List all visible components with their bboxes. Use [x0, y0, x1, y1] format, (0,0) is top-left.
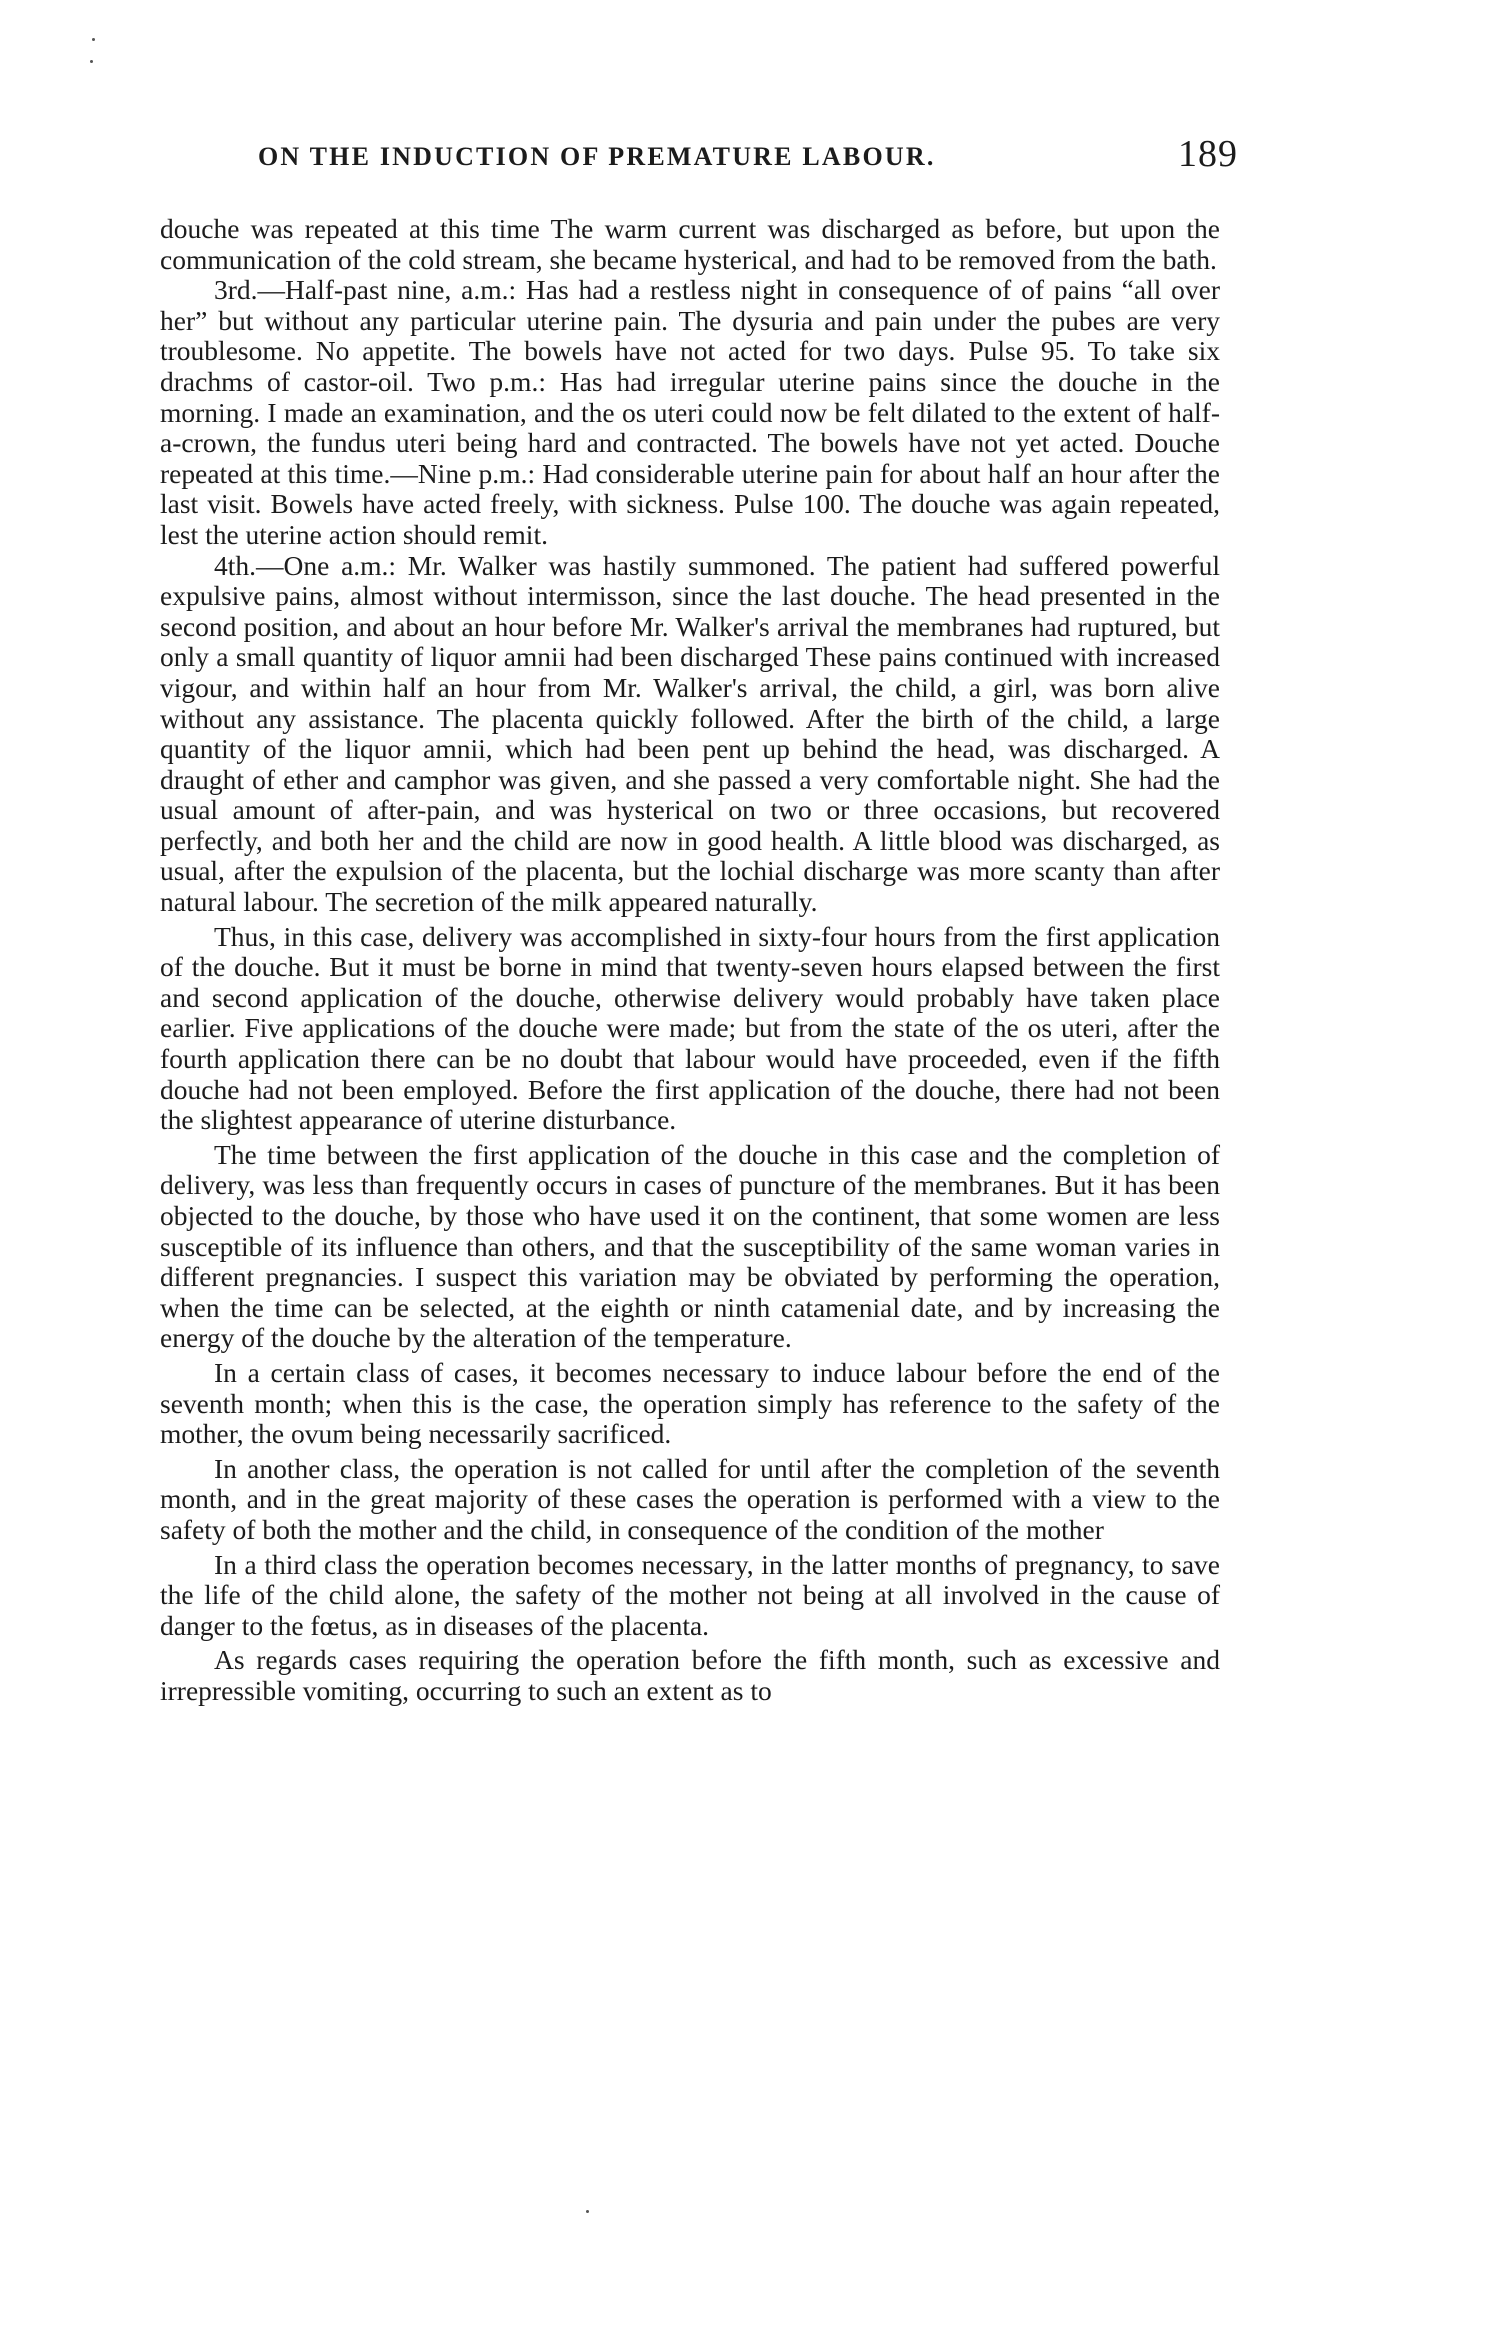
paragraph-third-day: 3rd.—Half-past nine, a.m.: Has had a restless night in consequence of of pains “all over her” but without any particular uterine pain. The dysuria and pain under the pubes are very troublesome. No appetite. The bowels have not acted for two days. Pulse 95. To take six drachms of castor-oil. Two p.m.: Has had irregular uterine pains since the douche in the morning. I made an examination, and the os uteri could now be felt dilated to the extent of half-a-crown, the fundus uteri being hard and contracted. The bowels have not yet acted. Douche repeated at this time.—Nine p.m.: Had considerable uterine pain for about half an hour after the last visit. Bowels have acted freely, with sickness. Pulse 100. The douche was again repeated, lest the uterine action should remit.: [160, 274, 1220, 550]
margin-speck: [586, 2210, 589, 2213]
paragraph-third-class: In a third class the operation becomes necessary, in the latter months of pregnancy, to save the life of the child alone, the safety of the mother not being at all involved in the cause of danger to the fœtus, as in diseases of the placenta.: [160, 1548, 1220, 1641]
paragraph-first-class: In a certain class of cases, it becomes necessary to induce labour before the end of the seventh month; when this is the case, the operation simply has reference to the safety of the mother, the ovum being necessarily sacrificed.: [160, 1356, 1220, 1450]
page-number: 189: [1178, 133, 1238, 175]
running-head: [258, 132, 1238, 192]
running-title: ON THE INDUCTION OF PREMATURE LABOUR.: [258, 142, 936, 171]
margin-speck: [90, 60, 93, 63]
body-text: [160, 214, 1220, 1707]
paragraph-fourth-day: 4th.—One a.m.: Mr. Walker was hastily summoned. The patient had suffered powerful expulsive pains, almost without intermisson, since the last douche. The head presented in the second position, and about an hour before Mr. Walker's arrival the membranes had ruptured, but only a small quantity of liquor amnii had been discharged These pains continued with increased vigour, and within half an hour from Mr. Walker's arrival, the child, a girl, was born alive without any assistance. The placenta quickly followed. After the birth of the child, a large quantity of the liquor amnii, which had been pent up behind the head, was discharged. A draught of ether and camphor was given, and she passed a very comfortable night. She had the usual amount of after-pain, and was hysterical on two or three occasions, but recovered perfectly, and both her and the child are now in good health. A little blood was discharged, as usual, after the expulsion of the placenta, but the lochial discharge was more scanty than after natural labour. The secretion of the milk appeared naturally.: [160, 549, 1220, 918]
paragraph-continuation: douche was repeated at this time The warm current was discharged as before, but upon the communication of the cold stream, she became hysterical, and had to be removed from the bath.: [160, 213, 1220, 275]
paragraph-delivery-summary: Thus, in this case, delivery was accomplished in sixty-four hours from the first application of the douche. But it must be borne in mind that twenty-seven hours elapsed between the first and second application of the douche, otherwise delivery would probably have taken place earlier. Five applications of the douche were made; but from the state of the os uteri, after the fourth application there can be no doubt that labour would have proceeded, even if the fifth douche had not been employed. Before the first application of the douche, there had not been the slightest appearance of uterine disturbance.: [160, 920, 1220, 1136]
paragraph-second-class: In another class, the operation is not called for until after the completion of the seventh month, and in the great majority of these cases the operation is performed with a view to the safety of both the mother and the child, in consequence of the condition of the mother: [160, 1452, 1220, 1545]
paragraph-time-comparison: The time between the first application of the douche in this case and the completion of delivery, was less than frequently occurs in cases of puncture of the membranes. But it has been objected to the douche, by those who have used it on the continent, that some women are less susceptible of its influence than others, and that the susceptibility of the same woman varies in different pregnancies. I suspect this variation may be obviated by performing the operation, when the time can be selected, at the eighth or ninth catamenial date, and by increasing the energy of the douche by the alteration of the temperature.: [160, 1138, 1220, 1354]
paragraph-regards-cases: As regards cases requiring the operation before the fifth month, such as excessive and irrepressible vomiting, occurring to such an extent as to: [160, 1644, 1220, 1706]
margin-speck: [92, 38, 95, 41]
